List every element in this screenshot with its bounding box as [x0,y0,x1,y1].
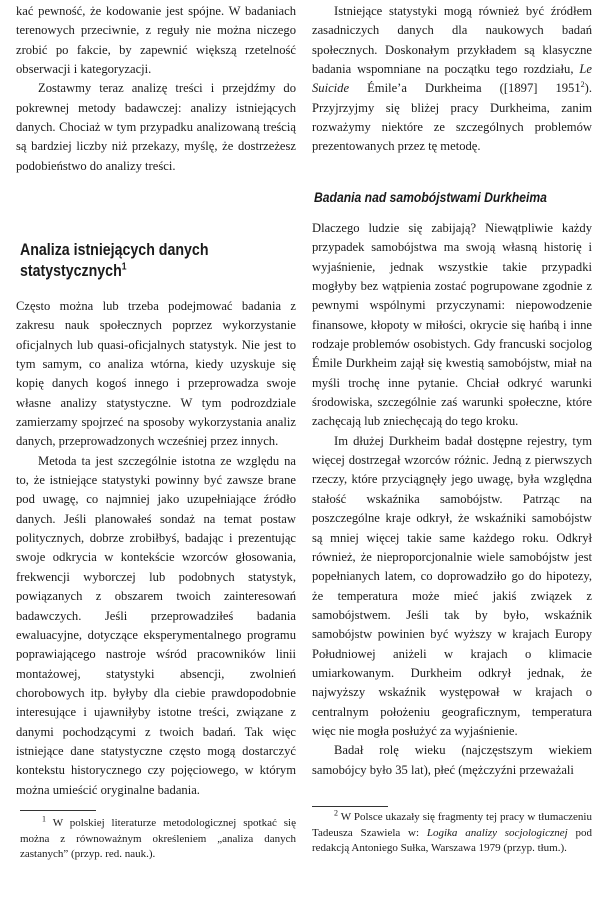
footnote-book-title: Logika analizy socjologicznej [426,826,568,839]
footnote-2 [312,810,592,857]
footnote-marker: 1 [42,814,46,824]
section-heading-existing-statistics [20,240,244,282]
footnote-text: W polskiej literaturze metodologicznej spotkać się można z równoważnym określeniem „analiza danych zastanych” (przyp. red. nauk.). [20,817,296,860]
footnote-ref: 1 [121,261,127,273]
heading-text: Analiza istniejących danych statystycznych [20,241,209,280]
footnote-ref: 2 [580,80,585,90]
paragraph [312,2,592,157]
paragraph: Często można lub trzeba podejmować badania z zakresu nauk społecznych poprzez wykorzystanie oficjalnych lub quasi-oficjalnych statystyk. Nie jest to tym samym, co analiza wtórna, kiedy uzyskuje się kopię danych kogoś innego i przeprowadza swoje własne analizy statystyczne. W tym podrozdziale zamierzamy spojrzeć na sposoby wykorzystania analiz danych, przeprowadzonych wcześniej przez innych. [16,299,296,449]
text: ). Przyjrzyjmy się bliżej pracy Durkheima, zanim rozważymy niektóre ze szczególnych problemów prezentowanych przez tę metodę. [312,81,592,154]
text: Istniejące statystyki mogą również być źródłem zasadniczych danych dla naukowych badań społecznych. Doskonałym przykładem są klasyczne badania wspomniane na początku tego rozdziału, [312,4,592,77]
paragraph: Dlaczego ludzie się zabijają? Niewątpliwie każdy przypadek samobójstwa ma swoją własną historię i wyjaśnienie, jednak wszystkie takie przypadki mogłyby bez wątpienia zostać pogrupowane zgodnie z pewnymi wspólnymi przyczynami: niepowodzenie finansowe, kłopoty w miłości, okrycie się hańbą i inne rodzaje problemów osobistych. Gdy francuski socjolog Émile Durkheim zajął się kwestią samobójstw, miał na myśli trochę inne pytanie. Chciał odkryć warunki środowiska, szczególnie zaś warunki społeczne, które zachęcają lub zniechęcają do tego kroku. [312,221,592,429]
paragraph: Im dłużej Durkheim badał dostępne rejestry, tym więcej dostrzegał wzorców różnic. Jedną z pierwszych rzeczy, które przyciągnęły jego uwagę, była względna stałość wskaźnika samobójstw. Patrząc na poszczególne kraje odkrył, że wskaźniki samobójstw są mniej więcej takie same każdego roku. Odkrył również, że nieproporcjonalnie wiele samobójstw jest popełnianych latem, co doprowadziło go do hipotezy, że temperatura może mieć jakiś związek z samobójstwem. Jeśli tak by było, wskaźnik samobójstw powinien być wyższy w krajach Europy Południowej aniżeli w krajach o klimacie umiarkowanym. Durkheim odkrył jednak, że najwyższy wskaźnik występował w krajach o centralnym położeniu geograficznym, temperatura więc nie mogła posłużyć za wyjaśnienie. [312,433,592,738]
paragraph: Badał rolę wieku (najczęstszym wiekiem samobójcy było 35 lat), płeć (mężczyźni przeważali [312,743,592,777]
book-title: Le Suicide [312,62,592,96]
paragraph: kać pewność, że kodowanie jest spójne. W badaniach terenowych przeciwnie, z reguły nie można niczego zrobić po fakcie, by zapewnić większą rzetelność obserwacji i kategoryzacji. [16,4,296,77]
footnote-text: pod redakcją Antoniego Sułka, Warszawa 1979 (przyp. tłum.). [312,826,593,854]
footnote-rule [20,810,96,811]
footnote-text: W Polsce ukazały się fragmenty tej pracy w tłumaczeniu Tadeusza Szawiela w: [312,811,592,839]
right-body-text [312,219,592,780]
left-top-text [16,2,296,176]
left-body-text [16,297,296,800]
right-top-text [312,2,592,157]
paragraph: Zostawmy teraz analizę treści i przejdźmy do pokrewnej metody badawczej: analizy istniejących danych. Chociaż w tym przypadku analizowaną treścią są bardziej liczby niż przekazy, myślę, że dostrzeżesz podobieństwo do analizy treści. [16,81,296,173]
footnote-1 [20,816,296,863]
subsection-heading-durkheim: Badania nad samobójstwami Durkheima [314,190,547,205]
footnote-marker: 2 [334,808,338,818]
paragraph: Metoda ta jest szczególnie istotna ze względu na to, że istniejące statystyki powinny być zawsze brane pod uwagę, co najmniej jako uzupełniające źródło danych. Jeśli planowałeś sondaż na temat postaw politycznych, dobrze zrobiłbyś, badając i prezentując swoje odkrycia w kontekście wzorców głosowania, frekwencji wyborczej lub podobnych statystyk, powiązanych z obszarem twoich zainteresowań badawczych. Jeśli przeprowadziłeś badania ewaluacyjne, dotyczące eksperymentalnego programu poprawiającego nastroje wśród pracowników linii montażowej, statystyki absencji, zwolnień chorobowych itp. byłyby dla ciebie prawdopodobnie interesujące i ujawniłyby istotne treści, związane z danymi pochodzącymi z twoich badań. Tak więc istniejące dane statystyczne często mogą dostarczyć kontekstu historycznego czy pojęciowego, w którym można umieścić oryginalne badania. [16,453,296,797]
footnote-rule [312,806,388,807]
text: Émile’a Durkheima ([1897] 1951 [367,81,581,96]
